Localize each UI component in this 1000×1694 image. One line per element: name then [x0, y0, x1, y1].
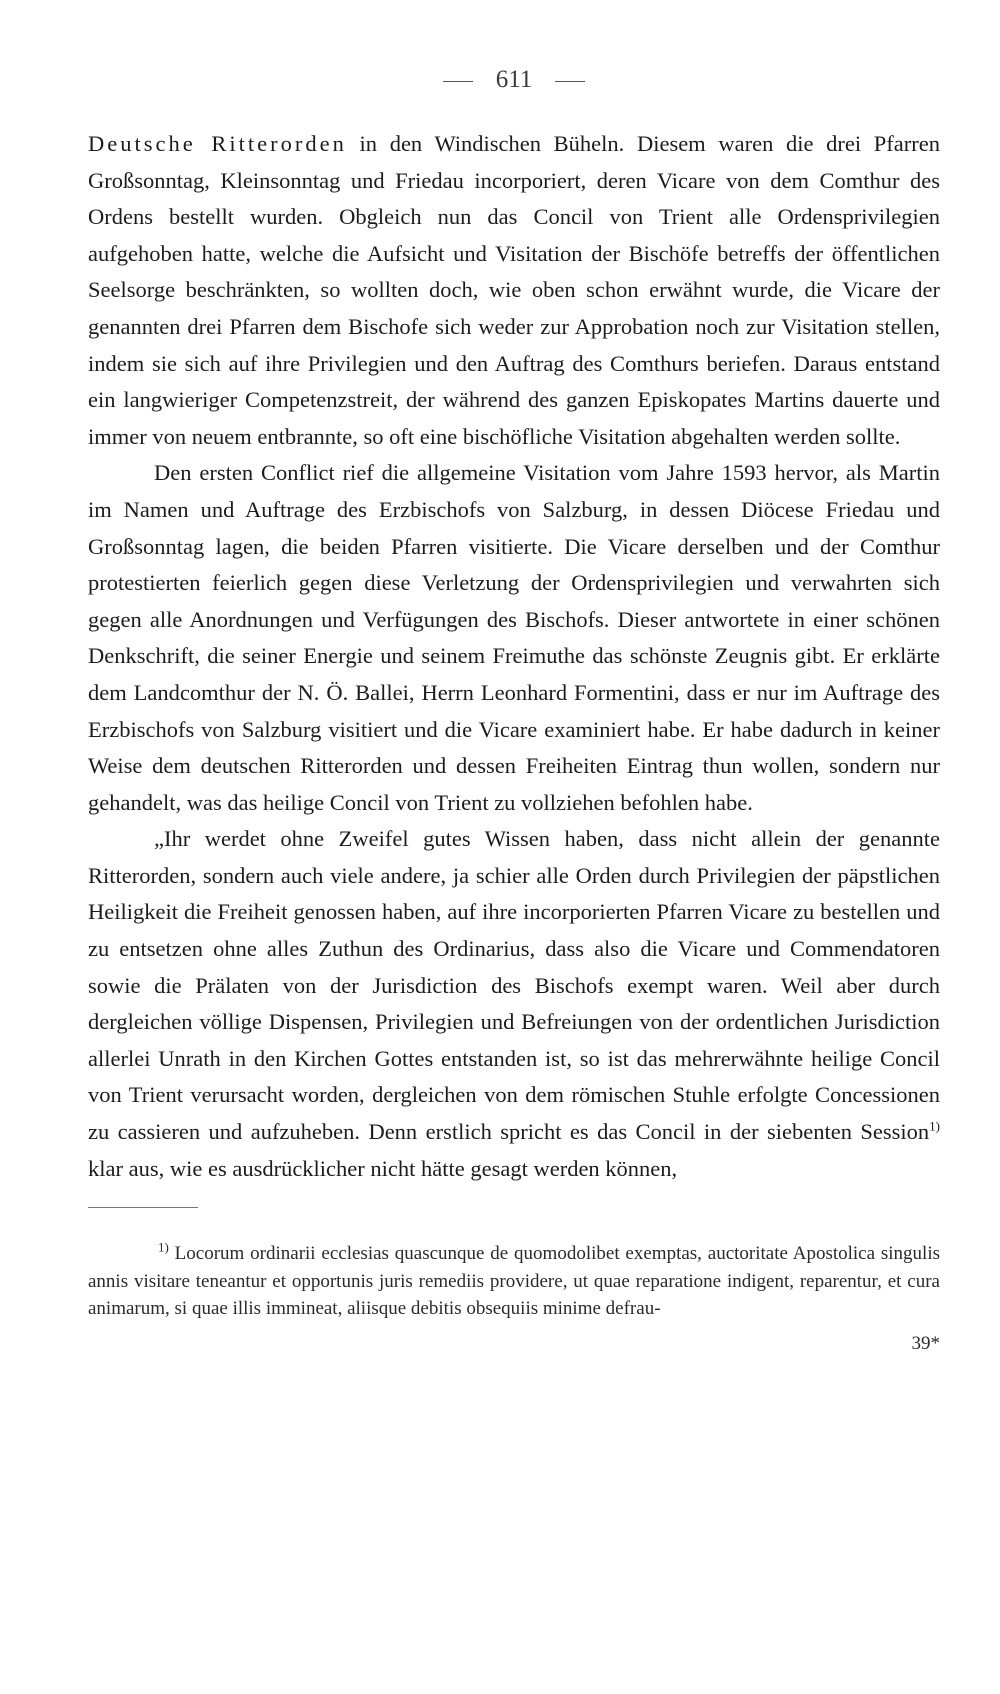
header-dash-right	[555, 81, 585, 82]
paragraph-3-text: „Ihr werdet ohne Zweifel gutes Wissen haben, dass nicht allein der genannte Ritterorden, sondern auch viele andere, ja schier alle Orden durch Privilegien der päpstlichen Heiligkeit die Freiheit genossen haben, auf ihre incorporierten Pfarren Vicare zu bestellen und zu entsetzen ohne alles Zuthun des Ordinarius, dass also die Vicare und Commendatoren sowie die Prälaten von der Jurisdiction des Bischofs exempt waren. Weil aber durch dergleichen völlige Dispensen, Privilegien und Befreiungen von der ordentlichen Jurisdiction allerlei Unrath in den Kirchen Gottes entstanden ist, so ist das mehrerwähnte heilige Concil von Trient verursacht worden, dergleichen von dem römischen Stuhle erfolgte Concessionen zu cassieren und aufzuheben. Denn erstlich spricht es das Concil in der siebenten Session	[88, 826, 940, 1145]
footnote-separator	[88, 1207, 198, 1208]
spaced-lead-text: Deutsche Ritterorden	[88, 131, 347, 156]
footnote-text: Locorum ordinarii ecclesias quascunque de quomodolibet exemptas, auctoritate Apostolica singulis annis visitare teneantur et opportunis juris remediis providere, ut quae reparatione indigent, reparentur, et cura animarum, si quae illis immineat, aliisque debitis obsequiis minime defrau-	[88, 1243, 940, 1320]
page-number: 611	[495, 66, 533, 93]
paragraph-1-text: in den Windischen Büheln. Diesem waren die drei Pfarren Großsonntag, Kleinsonntag und Friedau incorporiert, deren Vicare von dem Comthur des Ordens bestellt wurden. Obgleich nun das Concil von Trient alle Ordensprivilegien aufgehoben hatte, welche die Aufsicht und Visitation der Bischöfe betreffs der öffentlichen Seelsorge beschränkten, so wollten doch, wie oben schon erwähnt wurde, die Vicare der genannten drei Pfarren dem Bischofe sich weder zur Approbation noch zur Visitation stellen, indem sie sich auf ihre Privilegien und den Auftrag des Comthurs beriefen. Daraus entstand ein langwieriger Competenzstreit, der während des ganzen Episkopates Martins dauerte und immer von neuem entbrannte, so oft eine bischöfliche Visitation abgehalten werden sollte.	[88, 131, 940, 449]
paragraph-3-quotation	[88, 821, 940, 1187]
paragraph-2	[88, 455, 940, 821]
paragraph-2-text: Den ersten Conflict rief die allgemeine Visitation vom Jahre 1593 hervor, als Martin im Namen und Auftrage des Erzbischofs von Salzburg, in dessen Diöcese Friedau und Großsonntag lagen, die beiden Pfarren visitierte. Die Vicare derselben und der Comthur protestierten feierlich gegen diese Verletzung der Ordensprivilegien und verwahrten sich gegen alle Anordnungen und Verfügungen des Bischofs. Dieser antwortete in einer schönen Denkschrift, die seiner Energie und seinem Freimuthe das schönste Zeugnis gibt. Er erklärte dem Landcomthur der N. Ö. Ballei, Herrn Leonhard Formentini, dass er nur im Auftrage des Erzbischofs von Salzburg visitiert und die Vicare examiniert habe. Er habe dadurch in keiner Weise dem deutschen Ritterorden und dessen Freiheiten Eintrag thun wollen, sondern nur gehandelt, was das heilige Concil von Trient zu vollziehen befohlen habe.	[88, 460, 940, 815]
footnote-mark: 1)	[158, 1239, 169, 1255]
book-page	[88, 60, 940, 1680]
paragraph-1	[88, 126, 940, 455]
sheet-signature: 39*	[911, 1332, 940, 1354]
footnote-reference: 1)	[929, 1118, 940, 1134]
paragraph-3-text-continued: klar aus, wie es ausdrücklicher nicht hätte gesagt werden können,	[88, 1155, 678, 1181]
header-dash-left	[443, 81, 473, 82]
footnote	[88, 1240, 940, 1323]
running-header	[88, 60, 940, 100]
